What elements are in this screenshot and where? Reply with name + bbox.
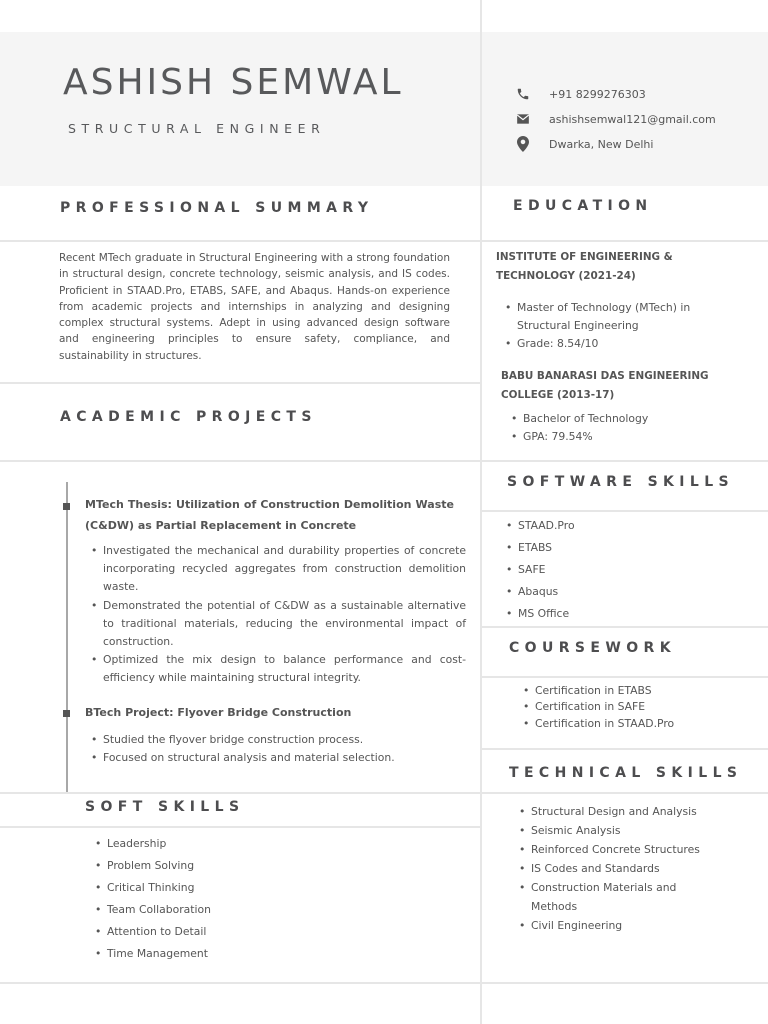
list-item: • Studied the flyover bridge construction process. — [87, 731, 466, 749]
contact-location — [515, 134, 653, 154]
location-pin-icon — [515, 136, 531, 152]
phone-number[interactable]: +91 8299276303 — [549, 87, 646, 101]
list-item: • Master of Technology (MTech) in Structural Engineering — [501, 299, 731, 335]
list-item: • STAAD.Pro — [502, 515, 722, 537]
list-item: • Critical Thinking — [91, 877, 391, 899]
phone-icon — [515, 86, 531, 102]
divider — [480, 510, 768, 512]
list-item: • GPA: 79.54% — [507, 428, 727, 446]
education-heading: EDUCATION — [513, 198, 653, 214]
divider — [0, 382, 480, 384]
divider — [480, 748, 768, 750]
list-item: • Time Management — [91, 943, 391, 965]
timeline-marker — [63, 503, 70, 510]
education-institute: INSTITUTE OF ENGINEERING & TECHNOLOGY (2021-24) — [496, 251, 673, 282]
list-item: • Attention to Detail — [91, 921, 391, 943]
project-title: MTech Thesis: Utilization of Construction Demolition Waste (C&DW) as Partial Replacement in Concrete — [85, 498, 454, 532]
project-timeline — [66, 482, 68, 792]
contact-phone — [515, 84, 646, 104]
software-skills-list — [502, 515, 722, 625]
project-points — [87, 542, 466, 688]
list-item: • Seismic Analysis — [515, 821, 715, 840]
divider — [0, 792, 768, 794]
list-item: • IS Codes and Standards — [515, 859, 715, 878]
timeline-marker — [63, 710, 70, 717]
list-item: • SAFE — [502, 559, 722, 581]
list-item: • Optimized the mix design to balance performance and cost-efficiency while maintaining structural integrity. — [87, 651, 466, 687]
technical-skills-list — [515, 802, 715, 935]
software-skills-heading: SOFTWARE SKILLS — [507, 474, 735, 490]
list-item: • Investigated the mechanical and durability properties of concrete incorporating recycled aggregates from construction demolition waste. — [87, 542, 466, 597]
summary-text: Recent MTech graduate in Structural Engineering with a strong foundation in structural design, concrete technology, seismic analysis, and IS codes. Proficient in STAAD.Pro, ETABS, SAFE, and Abaqus. Hands-on experience from academic projects and internships in analyzing and designing complex structural systems. Adept in using advanced design software and engineering principles to ensure safety, compliance, and sustainability in structures. — [59, 252, 450, 362]
job-title: STRUCTURAL ENGINEER — [68, 121, 326, 136]
email-address[interactable]: ashishsemwal121@gmail.com — [549, 112, 716, 126]
coursework-list — [519, 683, 739, 732]
list-item: • MS Office — [502, 603, 722, 625]
coursework-heading: COURSEWORK — [509, 640, 676, 656]
divider — [0, 982, 768, 984]
list-item: • Civil Engineering — [515, 916, 715, 935]
divider — [0, 460, 768, 462]
soft-skills-list — [91, 833, 391, 965]
soft-skills-heading: SOFT SKILLS — [85, 799, 245, 815]
list-item: • Demonstrated the potential of C&DW as a sustainable alternative to traditional materials, reducing the environmental impact of construction. — [87, 597, 466, 652]
list-item: • Certification in SAFE — [519, 699, 739, 715]
list-item: • Structural Design and Analysis — [515, 802, 715, 821]
list-item: • Bachelor of Technology — [507, 410, 727, 428]
column-divider — [480, 0, 482, 1024]
academic-projects-heading: ACADEMIC PROJECTS — [60, 409, 317, 425]
list-item: • Construction Materials and Methods — [515, 878, 696, 916]
location-text: Dwarka, New Delhi — [549, 137, 654, 151]
professional-summary-heading: PROFESSIONAL SUMMARY — [60, 200, 374, 216]
contact-email — [515, 109, 716, 129]
education-points — [501, 299, 731, 354]
divider — [0, 240, 768, 242]
list-item: • Abaqus — [502, 581, 722, 603]
list-item: • Team Collaboration — [91, 899, 391, 921]
technical-skills-heading: TECHNICAL SKILLS — [509, 765, 743, 781]
list-item: • Grade: 8.54/10 — [501, 335, 731, 353]
divider — [480, 676, 768, 678]
list-item: • Reinforced Concrete Structures — [515, 840, 715, 859]
project-points — [87, 731, 466, 767]
education-institute: BABU BANARASI DAS ENGINEERING COLLEGE (2013-17) — [501, 370, 709, 401]
list-item: • ETABS — [502, 537, 722, 559]
list-item: • Problem Solving — [91, 855, 391, 877]
list-item: • Focused on structural analysis and material selection. — [87, 749, 466, 767]
divider — [0, 826, 480, 828]
candidate-name: ASHISH SEMWAL — [63, 62, 404, 103]
divider — [480, 626, 768, 628]
education-points — [507, 410, 727, 446]
list-item: • Certification in ETABS — [519, 683, 739, 699]
mail-icon — [515, 111, 531, 127]
list-item: • Certification in STAAD.Pro — [519, 716, 739, 732]
project-title: BTech Project: Flyover Bridge Construction — [85, 706, 352, 719]
list-item: • Leadership — [91, 833, 391, 855]
